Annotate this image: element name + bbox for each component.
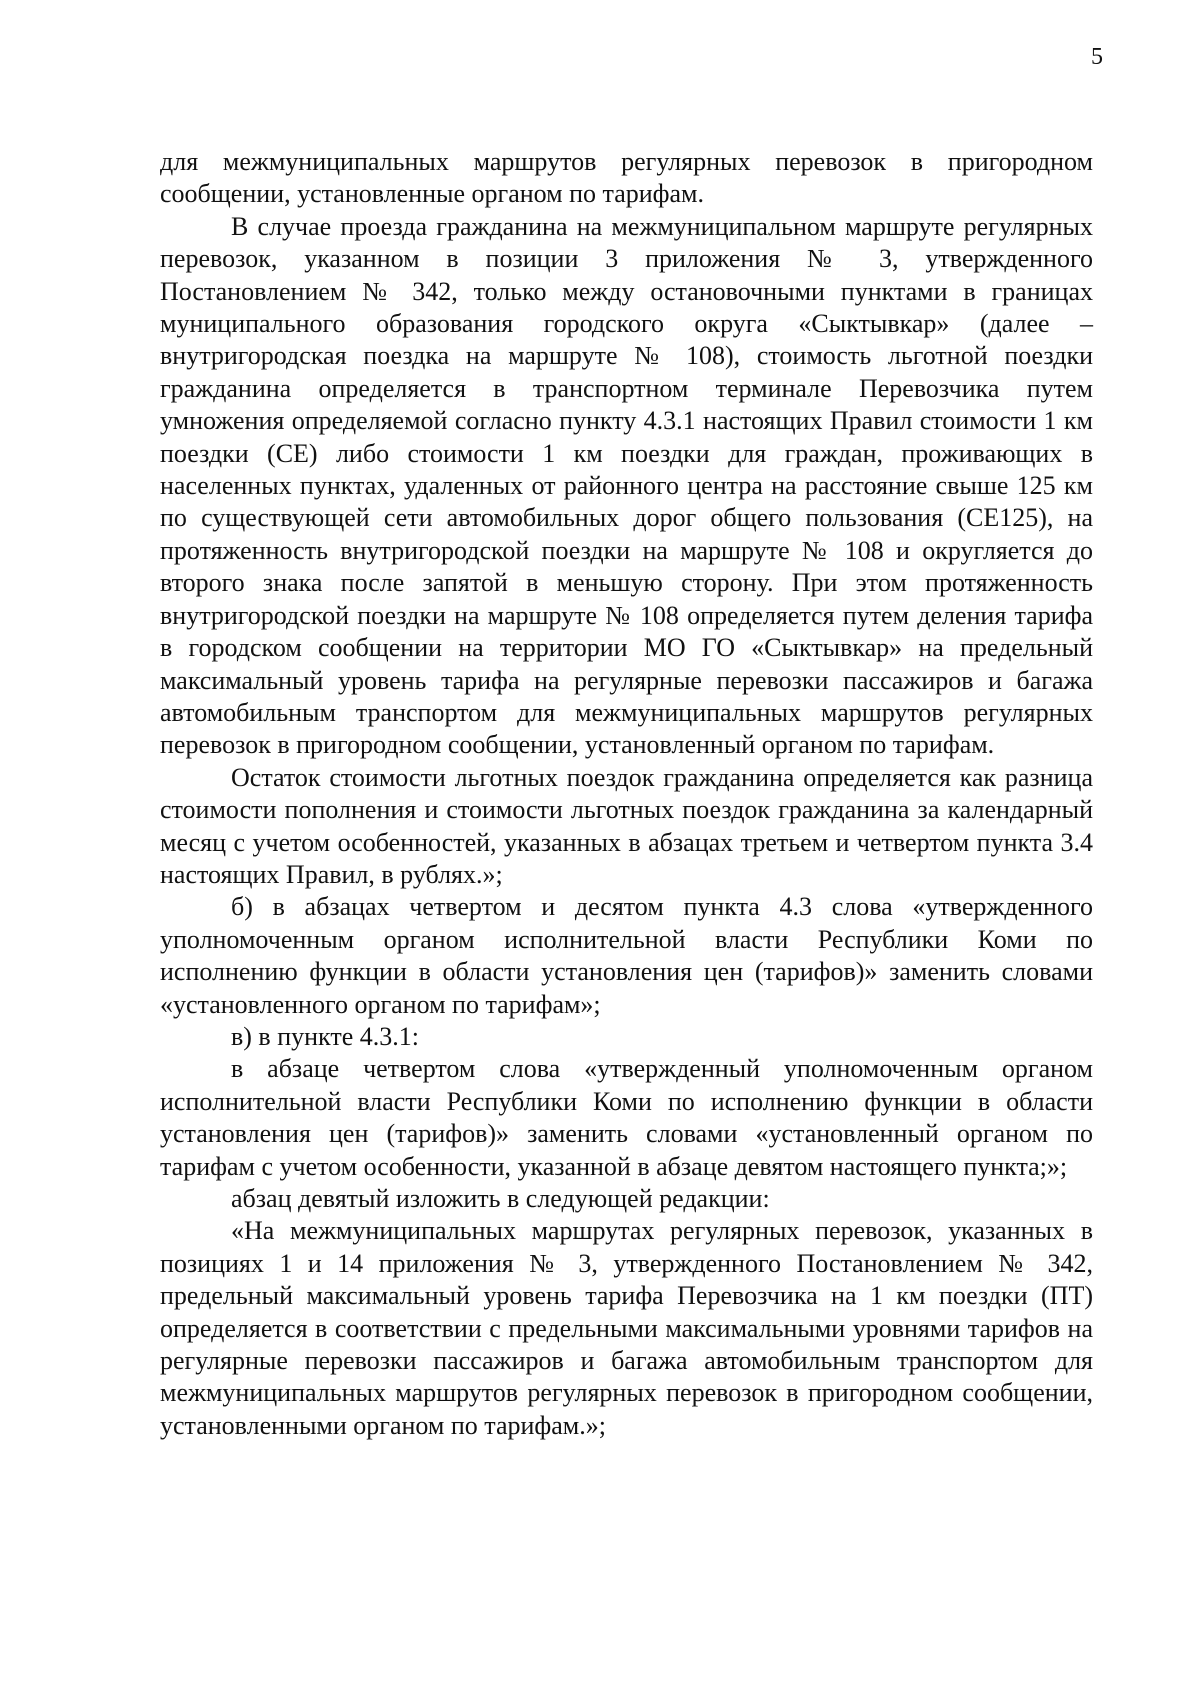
paragraph-abzac-four: в абзаце четвертом слова «утвержденный уполномоченным органом исполнительной власти Республики Коми по исполнению функции в области установления цен (тарифов)» заменить словами «установленный органом по тарифам с учетом особенности, указанной в абзаце девятом настоящего пункта;»; [160, 1054, 1093, 1181]
paragraph-intracity-trip: В случае проезда гражданина на межмуниципальном маршруте регулярных перевозок, указанном в позиции 3 приложения № 3, утвержденного Постановлением № 342, только между остановочными пунктами в границах муниципального образования городского округа «Сыктывкар» (далее – внутригородская поездка на маршруте № 108), стоимость льготной поездки гражданина определяется в транспортном терминале Перевозчика путем умножения определяемой согласно пункту 4.3.1 настоящих Правил стоимости 1 км поездки (СЕ) либо стоимости 1 км поездки для граждан, проживающих в населенных пунктах, удаленных от районного центра на расстояние свыше 125 км по существующей сети автомобильных дорог общего пользования (СЕ125), на протяженность внутригородской поездки на маршруте № 108 и округляется до второго знака после запятой в меньшую сторону. При этом протяженность внутригородской поездки на маршруте № 108 определяется путем деления тарифа в городском сообщении на территории МО ГО «Сыктывкар» на предельный максимальный уровень тарифа на регулярные перевозки пассажиров и багажа автомобильным транспортом для межмуниципальных маршрутов регулярных перевозок в пригородном сообщении, установленный органом по тарифам. [160, 211, 1093, 760]
paragraph-balance: Остаток стоимости льготных поездок гражданина определяется как разница стоимости пополнения и стоимости льготных поездок гражданина за календарный месяц с учетом особенностей, указанных в абзацах третьем и четвертом пункта 3.4 настоящих Правил, в рублях.»; [160, 762, 1093, 889]
paragraph-abzac-nine-text: «На межмуниципальных маршрутах регулярных перевозок, указанных в позициях 1 и 14 приложения № 3, утвержденного Постановлением № 342, предельный максимальный уровень тарифа Перевозчика на 1 км поездки (ПТ) определяется в соответствии с предельными максимальными уровнями тарифов на регулярные перевозки пассажиров и багажа автомобильным транспортом для межмуниципальных маршрутов регулярных перевозок в пригородном сообщении, установленными органом по тарифам.»; [160, 1216, 1093, 1440]
page-number: 5 [1091, 44, 1103, 70]
paragraph-amendment-b: б) в абзацах четвертом и десятом пункта 4.3 слова «утвержденного уполномоченным органом исполнительной власти Республики Коми по исполнению функции в области установления цен (тарифов)» заменить словами «установленного органом по тарифам»; [160, 892, 1093, 1019]
document-body [160, 146, 1093, 1442]
paragraph-continuation: для межмуниципальных маршрутов регулярных перевозок в пригородном сообщении, установленные органом по тарифам. [160, 147, 1093, 209]
paragraph-amendment-v: в) в пункте 4.3.1: [231, 1021, 419, 1051]
paragraph-abzac-nine-intro: абзац девятый изложить в следующей редакции: [231, 1184, 770, 1213]
